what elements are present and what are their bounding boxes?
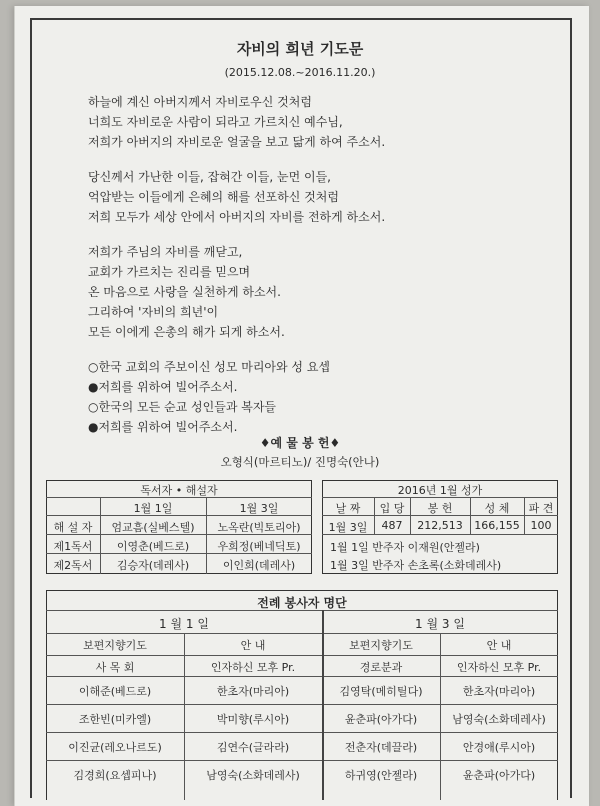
prayer-line: ○한국 교회의 주보이신 성모 마리아와 성 요셉 bbox=[88, 360, 331, 374]
readers-role: 제2독서 bbox=[53, 559, 93, 572]
offering-names: 오형식(마르티노)/ 진명숙(안나) bbox=[220, 455, 380, 469]
prayer-text bbox=[88, 92, 385, 437]
stats-value: 1월 3일 bbox=[328, 521, 368, 534]
prayer-line: 교회가 가르치는 진리를 믿으며 bbox=[88, 265, 251, 279]
prayer-line: 너희도 자비로운 사람이 되라고 가르치신 예수님, bbox=[88, 115, 343, 129]
readers-col-jan3: 1월 3일 bbox=[239, 502, 279, 515]
server-name: 한초자(마리아) bbox=[216, 685, 290, 698]
readers-col-jan1: 1월 1일 bbox=[133, 502, 173, 515]
server-name: 윤춘파(아가다) bbox=[344, 713, 418, 726]
stats-header: 날 짜 bbox=[335, 502, 361, 515]
servers-date-jan1: 1 월 1 일 bbox=[159, 617, 209, 631]
prayer-line: ●저희를 위하여 빌어주소서. bbox=[88, 420, 238, 434]
server-name: 김경희(요셉피나) bbox=[73, 769, 157, 782]
server-name: 조한빈(미카엘) bbox=[78, 713, 152, 726]
servers-group: 인자하신 모후 Pr. bbox=[210, 661, 296, 674]
prayer-dates: (2015.12.08.~2016.11.20.) bbox=[224, 66, 376, 79]
reader-name: 김승자(데레사) bbox=[116, 559, 190, 572]
stats-value: 166,155 bbox=[474, 519, 520, 532]
readers-role: 해 설 자 bbox=[53, 521, 93, 534]
prayer-gap bbox=[88, 342, 385, 357]
readers-role: 제1독서 bbox=[53, 540, 93, 553]
servers-date-jan3: 1 월 3 일 bbox=[415, 617, 465, 631]
table-divider bbox=[46, 704, 558, 705]
stats-header: 파 견 bbox=[528, 502, 554, 515]
prayer-gap bbox=[88, 227, 385, 242]
server-name: 남영숙(소화데레사) bbox=[206, 769, 300, 782]
prayer-line: 모든 이에게 은총의 해가 되게 하소서. bbox=[88, 325, 285, 339]
server-name: 윤춘파(아가다) bbox=[462, 769, 536, 782]
stats-header: 성 체 bbox=[484, 502, 510, 515]
stats-value: 212,513 bbox=[417, 519, 463, 532]
server-name: 이진균(레오나르도) bbox=[68, 741, 162, 754]
prayer-line: ●저희를 위하여 빌어주소서. bbox=[88, 380, 238, 394]
stats-value: 487 bbox=[381, 519, 403, 532]
prayer-gap bbox=[88, 152, 385, 167]
reader-name: 노옥란(빅토리아) bbox=[217, 521, 301, 534]
reader-name: 이영춘(베드로) bbox=[116, 540, 190, 553]
table-divider bbox=[46, 676, 558, 677]
server-name: 남영숙(소화데레사) bbox=[452, 713, 546, 726]
reader-name: 엄교흠(실베스텔) bbox=[111, 521, 195, 534]
prayer-line: 당신께서 가난한 이들, 잡혀간 이들, 눈먼 이들, bbox=[88, 170, 331, 184]
table-divider bbox=[46, 732, 558, 733]
prayer-line: 그리하여 '자비의 희년'이 bbox=[88, 305, 219, 319]
stats-title: 2016년 1월 성가 bbox=[397, 484, 483, 497]
table-divider bbox=[46, 760, 558, 761]
table-divider bbox=[46, 633, 558, 634]
accompanist-note: 1월 3일 반주자 손초록(소화데레사) bbox=[330, 559, 502, 572]
prayer-line: ○한국의 모든 순교 성인들과 복자들 bbox=[88, 400, 277, 414]
server-name: 전춘자(데끌라) bbox=[344, 741, 418, 754]
stats-header: 입 당 bbox=[379, 502, 405, 515]
reader-name: 이인희(데레사) bbox=[222, 559, 296, 572]
readers-title: 독서자 • 해설자 bbox=[140, 484, 218, 497]
servers-group: 인자하신 모후 Pr. bbox=[456, 661, 542, 674]
stats-value: 100 bbox=[530, 519, 552, 532]
server-name: 안경애(루시아) bbox=[462, 741, 536, 754]
prayer-line: 저희가 아버지의 자비로운 얼굴을 보고 닮게 하여 주소서. bbox=[88, 135, 386, 149]
servers-group: 사 목 회 bbox=[95, 661, 135, 674]
servers-group: 경로분과 bbox=[359, 661, 403, 674]
server-name: 한초자(마리아) bbox=[462, 685, 536, 698]
prayer-title: 자비의 희년 기도문 bbox=[236, 40, 364, 58]
prayer-line: 저희가 주님의 자비를 깨닫고, bbox=[88, 245, 243, 259]
servers-title: 전례 봉사자 명단 bbox=[257, 596, 347, 610]
servers-header: 보편지향기도 bbox=[83, 639, 147, 652]
accompanist-note: 1월 1일 반주자 이재원(안젤라) bbox=[330, 541, 480, 554]
server-name: 김연수(글라라) bbox=[216, 741, 290, 754]
server-name: 이해준(베드로) bbox=[78, 685, 152, 698]
table-divider bbox=[46, 655, 558, 656]
servers-header: 안 내 bbox=[240, 639, 266, 652]
server-name: 하귀영(안젤라) bbox=[344, 769, 418, 782]
servers-header: 보편지향기도 bbox=[349, 639, 413, 652]
server-name: 박미향(루시아) bbox=[216, 713, 290, 726]
prayer-line: 하늘에 계신 아버지께서 자비로우신 것처럼 bbox=[88, 95, 312, 109]
prayer-line: 저희 모두가 세상 안에서 아버지의 자비를 전하게 하소서. bbox=[88, 210, 386, 224]
offering-title: ♦예 물 봉 헌♦ bbox=[259, 436, 341, 450]
reader-name: 우희정(베네딕토) bbox=[217, 540, 301, 553]
prayer-line: 억압받는 이들에게 은혜의 해를 선포하신 것처럼 bbox=[88, 190, 339, 204]
server-name: 김영탁(메히틸다) bbox=[339, 685, 423, 698]
prayer-line: 온 마음으로 사랑을 실천하게 하소서. bbox=[88, 285, 281, 299]
stats-header: 봉 헌 bbox=[427, 502, 453, 515]
servers-header: 안 내 bbox=[486, 639, 512, 652]
